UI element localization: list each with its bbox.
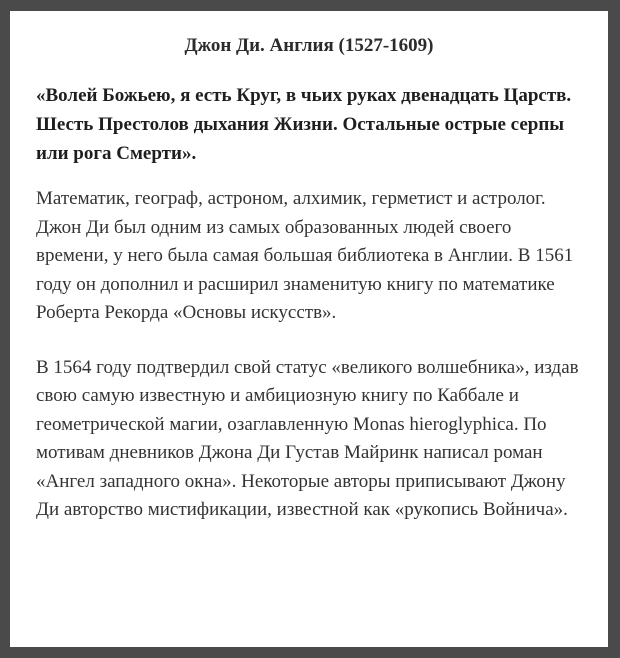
paragraph-biography: Математик, географ, астроном, алхимик, герметист и астролог. Джон Ди был одним из самых образованных людей своего времени, у него была самая большая библиотека в Англии. В 1561 году он дополнил и расширил знаменитую книгу по математике Роберта Рекорда «Основы искусств». [36,188,574,323]
article-title: Джон Ди. Англия (1527-1609) [184,35,434,56]
paragraph-works: В 1564 году подтвердил свой статус «великого волшебника», издав свою самую известную и амбициозную книгу по Каббале и геометрической магии, озаглавленную Monas hieroglyphica. По мотивам дневников Джона Ди Густав Майринк написал роман «Ангел западного окна». Некоторые авторы приписывают Джону Ди авторство мистификации, известной как «рукопись Войнича». [36,356,579,520]
quote-text: «Волей Божьею, я есть Круг, в чьих руках двенадцать Царств. Шесть Престолов дыхания Жизни. Остальные острые серпы или рога Смерти». [36,85,572,164]
article-card [10,11,608,647]
